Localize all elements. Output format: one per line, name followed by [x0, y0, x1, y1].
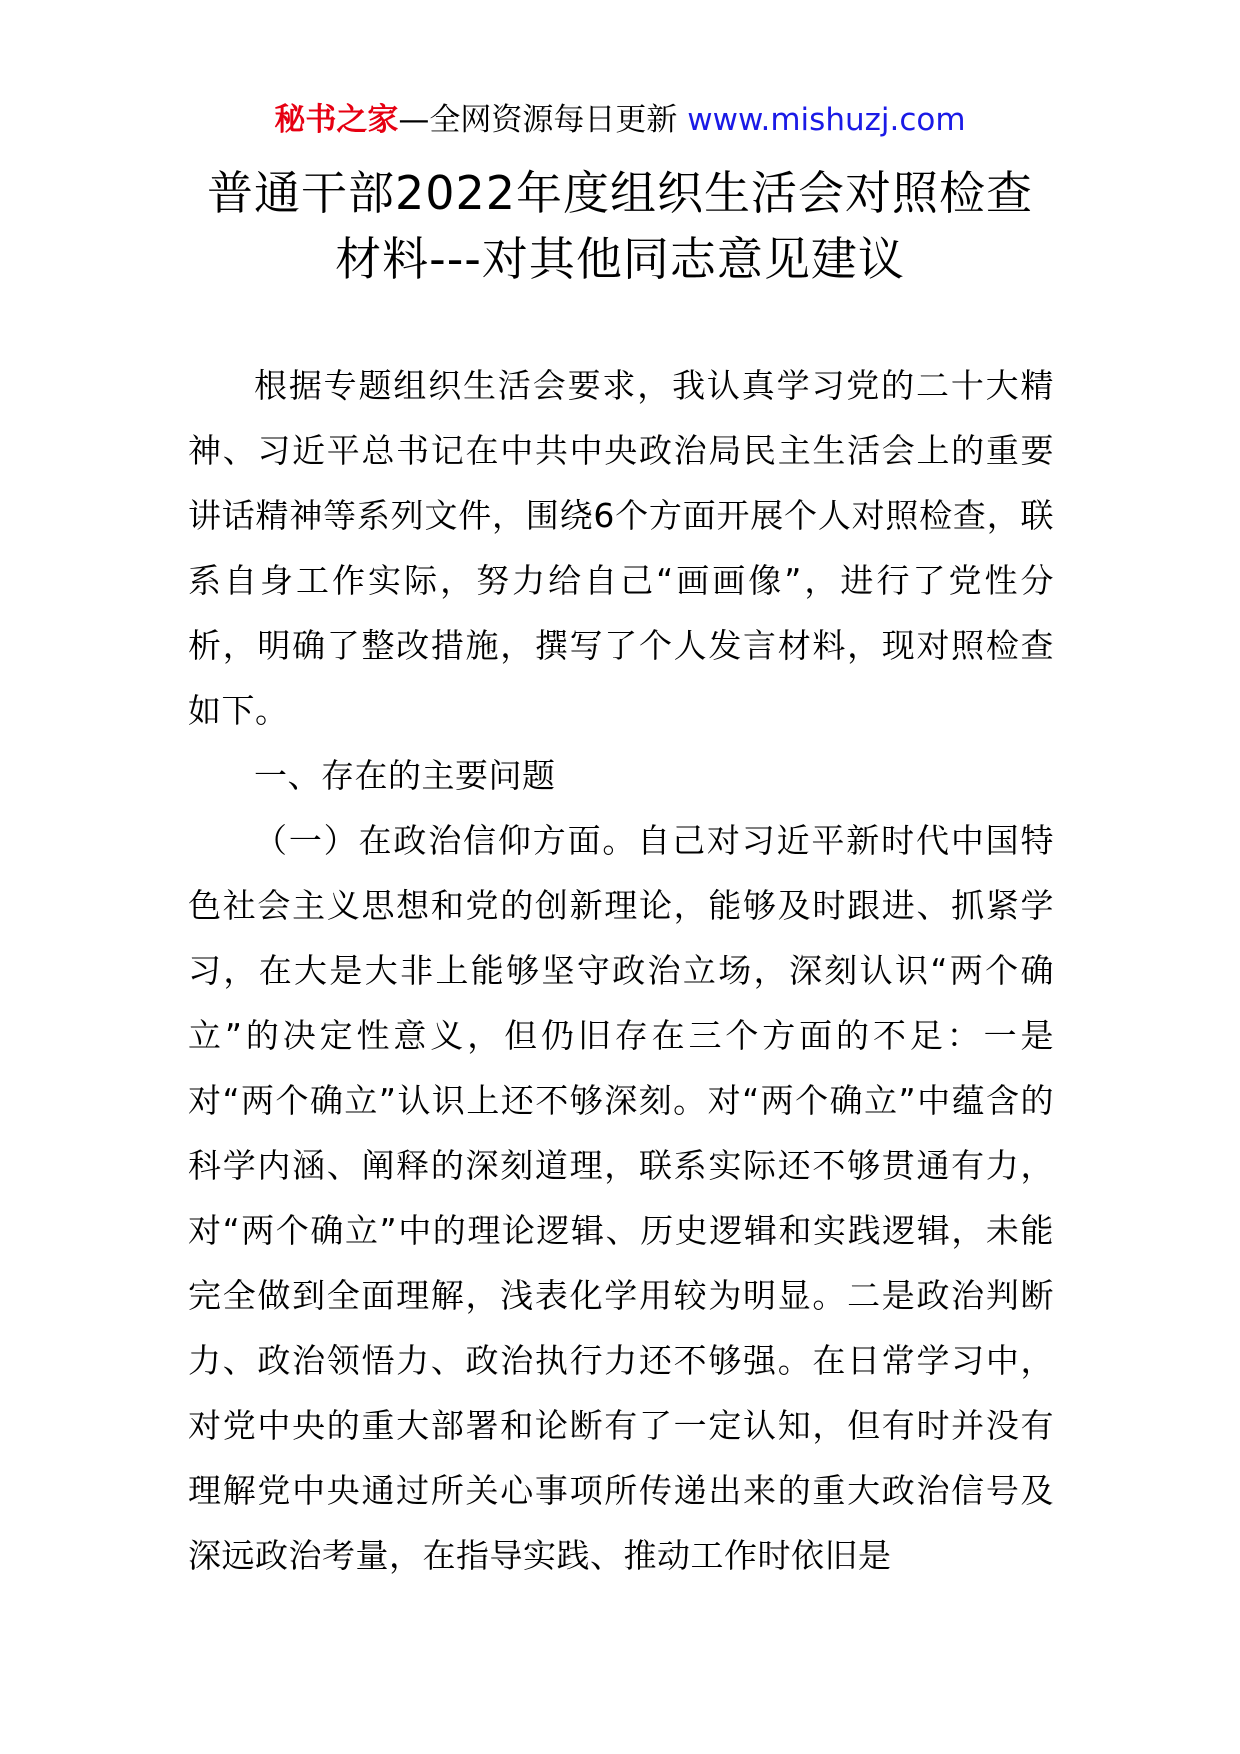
header-tagline: —全网资源每日更新: [398, 102, 688, 138]
site-link[interactable]: www.mishuzj.com: [687, 102, 966, 138]
paragraph-intro: 根据专题组织生活会要求，我认真学习党的二十大精神、习近平总书记在中共中央政治局民主生活会上的重要讲话精神等系列文件，围绕6个方面开展个人对照检查，联系自身工作实际，努力给自己“画画像”，进行了党性分析，明确了整改措施，撰写了个人发言材料，现对照检查如下。: [188, 366, 1054, 730]
title-line-2: 材料---对其他同志意见建议: [335, 232, 905, 286]
brand-name: 秘书之家: [274, 102, 399, 138]
document-title: [150, 160, 1090, 292]
document-body: [188, 353, 1054, 1588]
watermark-header: [0, 98, 1240, 142]
section-heading: 一、存在的主要问题: [254, 756, 556, 795]
title-line-1: 普通干部2022年度组织生活会对照检查: [206, 166, 1034, 220]
paragraph-political-belief: （一）在政治信仰方面。自己对习近平新时代中国特色社会主义思想和党的创新理论，能够及时跟进、抓紧学习，在大是大非上能够坚守政治立场，深刻认识“两个确立”的决定性意义，但仍旧存在三个方面的不足：一是对“两个确立”认识上还不够深刻。对“两个确立”中蕴含的科学内涵、阐释的深刻道理，联系实际还不够贯通有力，对“两个确立”中的理论逻辑、历史逻辑和实践逻辑，未能完全做到全面理解，浅表化学用较为明显。二是政治判断力、政治领悟力、政治执行力还不够强。在日常学习中，对党中央的重大部署和论断有了一定认知，但有时并没有理解党中央通过所关心事项所传递出来的重大政治信号及深远政治考量，在指导实践、推动工作时依旧是: [188, 821, 1054, 1575]
